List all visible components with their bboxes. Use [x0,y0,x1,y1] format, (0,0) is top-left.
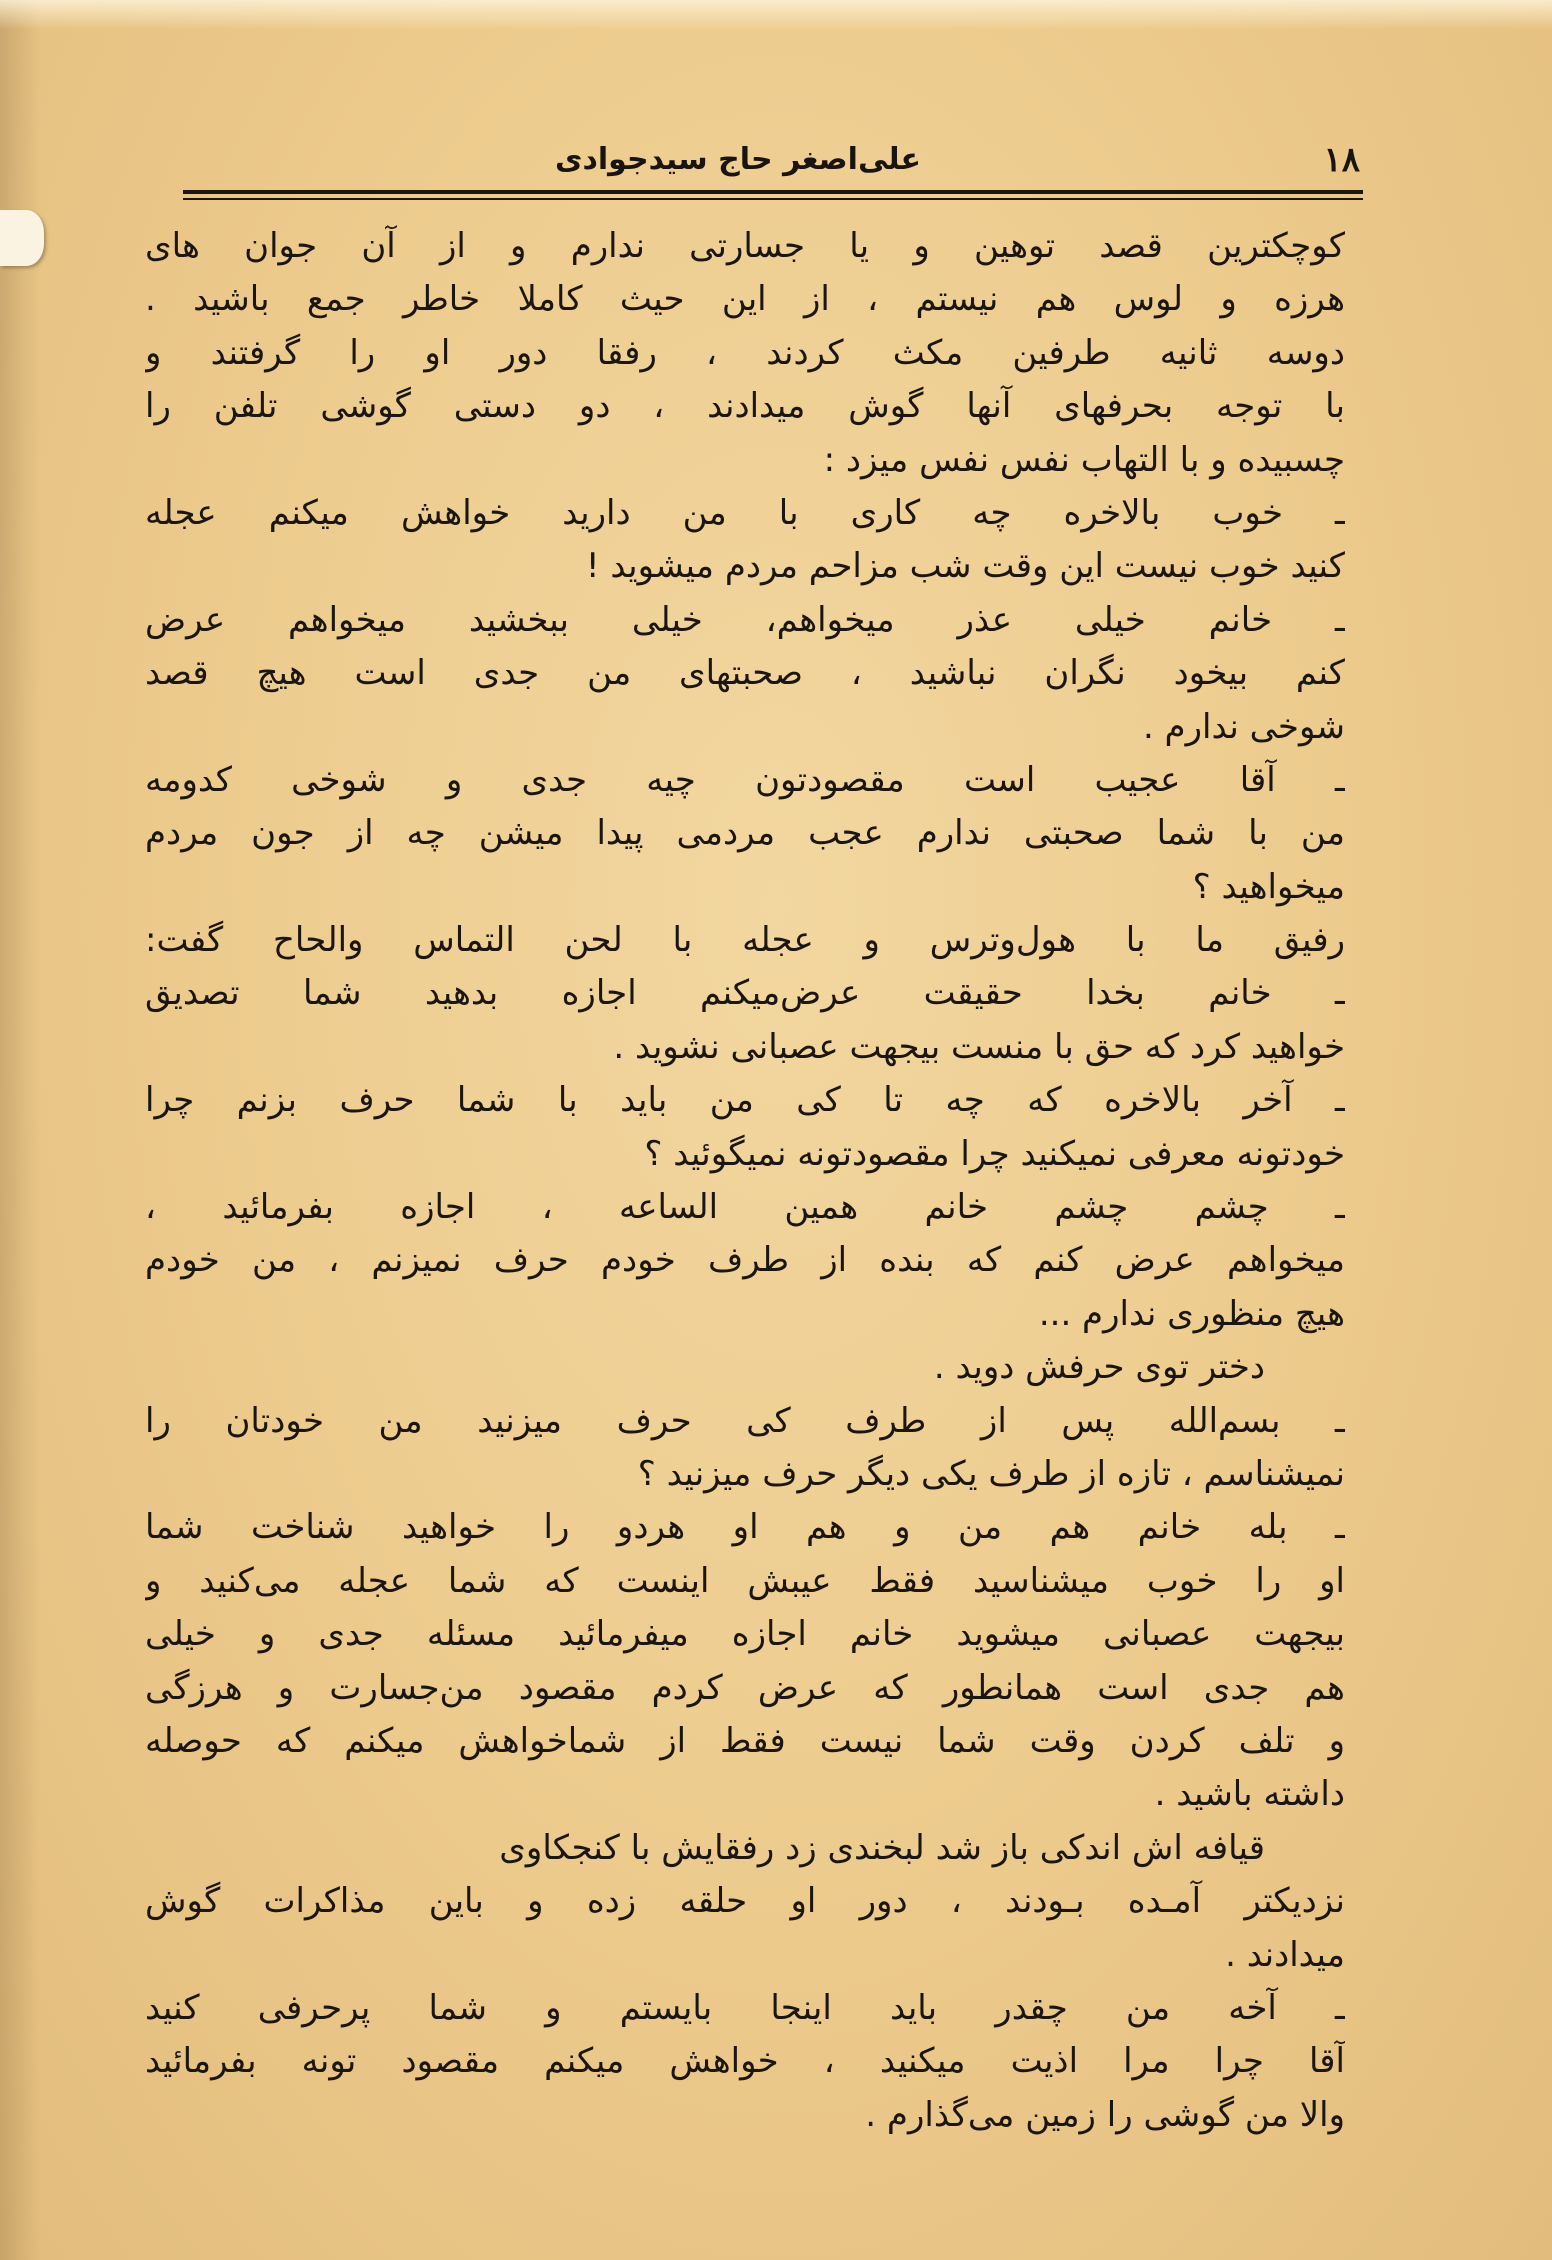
text-line: کنید خوب نیست این وقت شب مزاحم مردم میشوید ! [585,546,1345,587]
text-line: ـ بله خانم هم من و هم او هردو را خواهید شناخت شما [145,1507,1345,1548]
page-top-highlight [0,0,1552,30]
body-text [145,220,1345,2142]
text-line: شوخی ندارم . [1142,706,1345,747]
text-line: هیچ منظوری ندارم ... [1038,1293,1345,1334]
text-line: دوسه ثانیه طرفین مکث کردند ، رفقا دور او را گرفتند و [145,332,1345,373]
header-rule-thick [183,190,1363,194]
text-line: ـ چشم چشم خانم همین الساعه ، اجازه بفرمائید ، [145,1187,1345,1228]
page-edge-shadow [0,0,40,2260]
text-line: کنم بیخود نگران نباشید ، صحبتهای من جدی است هیچ قصد [145,653,1345,694]
page-header [185,140,1360,188]
text-line: قیافه اش اندکی باز شد لبخندی زد رفقایش با کنجکاوی [499,1827,1265,1868]
text-line: دختر توی حرفش دوید . [933,1347,1265,1388]
text-line: آقا چرا مرا اذیت میکنید ، خواهش میکنم مقصود تونه بفرمائید [145,2041,1345,2082]
text-line: هرزه و لوس هم نیستم ، از این حیث کاملا خاطر جمع باشید . [145,279,1345,320]
text-line: والا من گوشی را زمین می‌گذارم . [865,2094,1345,2135]
text-line: کوچکترین قصد توهین و یا جسارتی ندارم و از آن جوان های [145,226,1345,266]
text-line: خودتونه معرفی نمیکنید چرا مقصودتونه نمیگوئید ؟ [644,1133,1345,1174]
text-line: ـ آخه من چقدر باید اینجا بایستم و شما پرحرفی کنید [145,1987,1345,2028]
text-line: او را خوب میشناسید فقط عیبش اینست که شما عجله می‌کنید و [145,1560,1345,1601]
page-number: ۱۸ [1323,140,1360,180]
text-line: من با شما صحبتی ندارم عجب مردمی پیدا میشن چه از جون مردم [145,813,1345,854]
text-line: نمیشناسم ، تازه از طرف یکی دیگر حرف میزنید ؟ [637,1453,1345,1494]
text-line: با توجه بحرفهای آنها گوش میدادند ، دو دستی گوشی تلفن را [145,386,1345,427]
text-line: بیجهت عصبانی میشوید خانم اجازه میفرمائید مسئله جدی و خیلی [145,1614,1345,1655]
text-line: چسبیده و با التهاب نفس نفس میزد : [823,439,1345,480]
text-line: ـ آقا عجیب است مقصودتون چیه جدی و شوخی کدومه [145,759,1345,800]
header-rule-thin [183,198,1363,200]
text-line: نزدیکتر آمـده بـودند ، دور او حلقه زده و باین مذاکرات گوش [145,1881,1345,1922]
text-line: میخواهم عرض کنم که بنده از طرف خودم حرف نمیزنم ، من خودم [145,1240,1345,1281]
text-line: ـ بسم‌الله پس از طرف کی حرف میزنید من خودتان را [145,1400,1345,1441]
text-line: میخواهید ؟ [1192,866,1345,907]
text-line: هم جدی است همانطور که عرض کردم مقصود من‌جسارت و هرزگی [145,1667,1345,1708]
text-line: رفیق ما با هول‌وترس و عجله با لحن التماس والحاح گفت: [145,920,1345,961]
text-line: ـ خانم خیلی عذر میخواهم، خیلی ببخشید میخواهم عرض [145,599,1345,640]
text-line: خواهید کرد که حق با منست بیجهت عصبانی نشوید . [613,1026,1345,1067]
text-line: ـ آخر بالاخره که چه تا کی من باید با شما حرف بزنم چرا [145,1080,1345,1121]
text-line: و تلف کردن وقت شما نیست فقط از شماخواهش میکنم که حوصله [145,1720,1345,1761]
binding-tab [0,210,44,266]
text-line: میدادند . [1225,1934,1345,1975]
running-head-author: علی‌اصغر حاج سیدجوادی [555,142,922,177]
text-line: داشته باشید . [1154,1774,1345,1815]
text-line: ـ خوب بالاخره چه کاری با من دارید خواهش میکنم عجله [145,492,1345,533]
text-line: ـ خانم بخدا حقیقت عرض‌میکنم اجازه بدهید شما تصدیق [145,973,1345,1014]
